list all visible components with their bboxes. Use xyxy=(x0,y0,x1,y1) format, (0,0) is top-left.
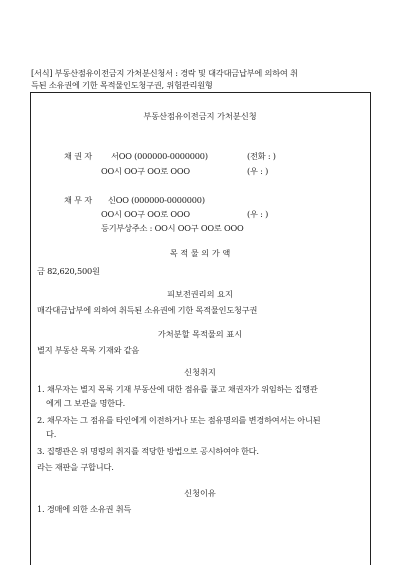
purpose-heading: 신청취지 xyxy=(184,367,216,377)
purpose-line-4: 다. xyxy=(46,429,57,439)
header-line-2: 득된 소유권에 기한 목적물인도청구권, 위험관리원형 xyxy=(31,80,213,90)
creditor-name: 서OO (000000-0000000) xyxy=(111,151,208,161)
debtor-address: OO시 OO구 OO로 OOO xyxy=(101,209,190,219)
value-heading: 목 적 물 의 가 액 xyxy=(169,248,231,258)
debtor-name: 신OO (000000-0000000) xyxy=(108,195,205,205)
reason-heading: 신청이유 xyxy=(184,488,216,498)
purpose-closing: 라는 재판을 구합니다. xyxy=(37,462,114,472)
object-heading: 가처분할 목적물의 표시 xyxy=(157,329,243,339)
header-line-1: [서식] 부동산점유이전금지 가처분신청서 : 경락 및 대각대금납부에 의하여 취 xyxy=(31,68,298,78)
creditor-address: OO시 OO구 OO로 OOO xyxy=(101,166,190,176)
purpose-line-1: 1. 채무자는 별지 목록 기재 부동산에 대한 점유를 풀고 채권자가 위임하는 집행관 xyxy=(37,384,318,394)
debtor-zip: (우 : ) xyxy=(247,209,269,219)
creditor-zip: (우 : ) xyxy=(247,166,269,176)
document-title: 부동산점유이전금지 가처분신청 xyxy=(143,111,257,121)
purpose-line-2: 에게 그 보관을 명한다. xyxy=(46,398,125,408)
value-amount: 금 82,620,500원 xyxy=(37,266,100,276)
right-text: 매각대금납부에 의하여 취득된 소유권에 기한 목적물인도청구권 xyxy=(37,305,258,315)
creditor-label: 채 권 자 xyxy=(64,151,92,161)
debtor-label: 채 무 자 xyxy=(64,195,92,205)
purpose-line-3: 2. 채무자는 그 점유를 타인에게 이전하거나 또는 점유명의를 변경하여서는 아니된 xyxy=(37,415,321,425)
creditor-phone: (전화 : ) xyxy=(247,151,276,161)
debtor-registered-address: 등기부상주소 : OO시 OO구 OO로 OOO xyxy=(101,223,244,233)
right-heading: 피보전권리의 요지 xyxy=(167,289,233,299)
object-text: 별지 부동산 목록 기재와 같음 xyxy=(37,345,140,355)
reason-item-1: 1. 경매에 의한 소유권 취득 xyxy=(37,504,132,514)
purpose-line-5: 3. 집행관은 위 명령의 취지를 적당한 방법으로 공시하여야 한다. xyxy=(37,446,259,456)
